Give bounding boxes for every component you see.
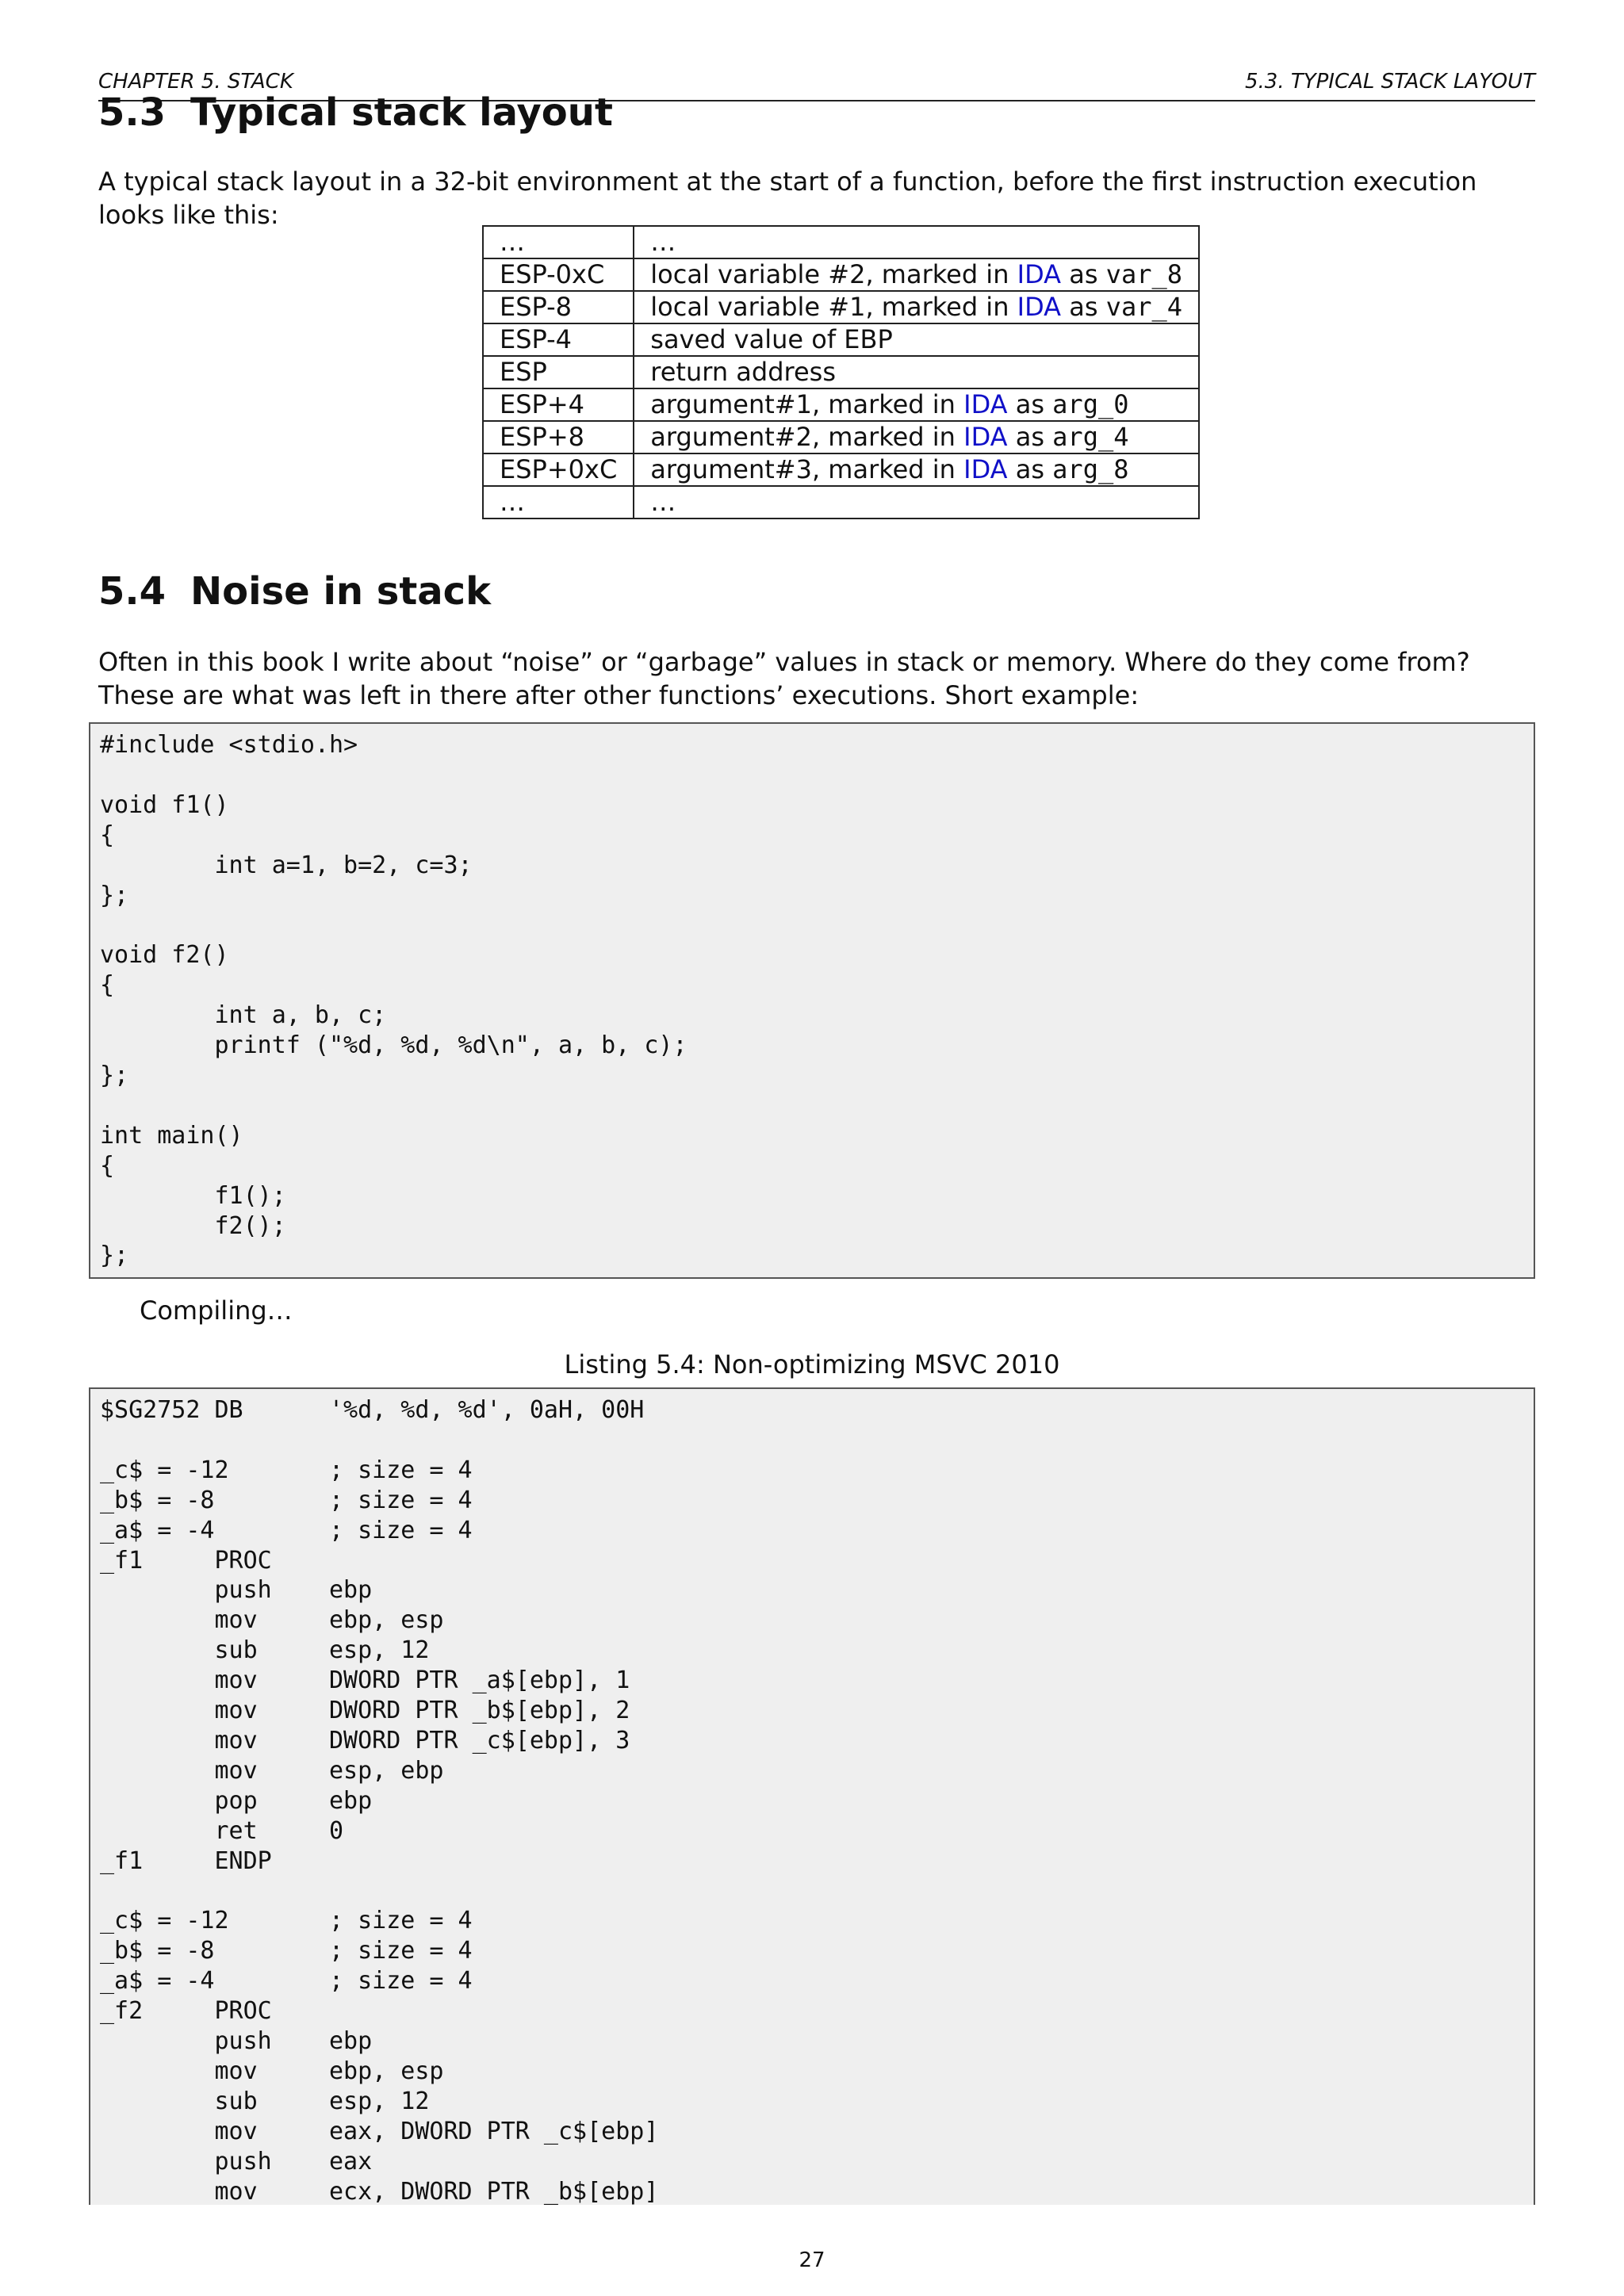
stack-description-cell bbox=[634, 323, 1199, 356]
ida-name: arg_8 bbox=[1052, 454, 1129, 484]
stack-offset-cell: ESP-8 bbox=[483, 291, 634, 323]
stack-layout-intro: A typical stack layout in a 32-bit environment at the start of a function, before the first instruction execution looks like this: bbox=[98, 166, 1477, 230]
section-number: 5.3 bbox=[98, 90, 167, 135]
asm-code-listing: $SG2752 DB '%d, %d, %d', 0aH, 00H _c$ = -12 ; size = 4 _b$ = -8 ; size = 4 _a$ = -4 ; size = 4 _f1 PROC push ebp mov ebp, esp sub esp, 12 mov DWORD PTR _a$[ebp], 1 mov DWORD PTR _b$[ebp], 2 mov DWORD PTR _c$[ebp], 3 mov esp, ebp pop ebp ret 0 _f1 ENDP _c$ = -12 ; size = 4 _b$ = -8 ; size = 4 _a$ = -4 ; size = 4 _f2 PROC push ebp mov ebp, esp sub esp, 12 mov eax, DWORD PTR _c$[ebp] push eax mov ecx, DWORD PTR _b$[ebp] bbox=[89, 1387, 1535, 2205]
stack-offset-cell: ESP+0xC bbox=[483, 453, 634, 486]
description-text: return address bbox=[650, 357, 837, 387]
description-text: as bbox=[1061, 259, 1106, 289]
description-text: argument#3, marked in bbox=[650, 454, 964, 484]
ida-link[interactable]: IDA bbox=[963, 454, 1008, 484]
description-text: as bbox=[1007, 389, 1053, 419]
section-title: Noise in stack bbox=[190, 569, 492, 614]
stack-table-row bbox=[483, 486, 1199, 519]
stack-description-cell bbox=[634, 291, 1199, 323]
stack-table-row bbox=[483, 453, 1199, 486]
stack-layout-table bbox=[482, 225, 1200, 519]
section-5-4-heading bbox=[98, 569, 491, 614]
stack-table-row bbox=[483, 388, 1199, 421]
ida-name: arg_4 bbox=[1052, 422, 1129, 452]
compiling-text: Compiling… bbox=[140, 1295, 293, 1326]
ida-name: var_8 bbox=[1105, 259, 1182, 289]
description-text: as bbox=[1007, 454, 1053, 484]
chapter-header: CHAPTER 5. STACK bbox=[98, 70, 293, 94]
stack-table-row bbox=[483, 291, 1199, 323]
stack-description-cell bbox=[634, 356, 1199, 388]
stack-offset-cell: … bbox=[483, 486, 634, 519]
description-text: local variable #2, marked in bbox=[650, 259, 1017, 289]
description-text: argument#2, marked in bbox=[650, 422, 964, 452]
stack-table-row bbox=[483, 226, 1199, 258]
stack-table-row bbox=[483, 258, 1199, 291]
description-text: local variable #1, marked in bbox=[650, 292, 1017, 322]
stack-table-row bbox=[483, 421, 1199, 453]
stack-description-cell bbox=[634, 258, 1199, 291]
stack-offset-cell: ESP-4 bbox=[483, 323, 634, 356]
stack-table-row bbox=[483, 356, 1199, 388]
stack-description-cell bbox=[634, 486, 1199, 519]
description-text: as bbox=[1007, 422, 1053, 452]
stack-description-cell bbox=[634, 453, 1199, 486]
ida-link[interactable]: IDA bbox=[963, 422, 1008, 452]
section-header: 5.3. TYPICAL STACK LAYOUT bbox=[1244, 70, 1535, 94]
noise-intro: Often in this book I write about “noise” or “garbage” values in stack or memory. Where do they come from? These are what was left in there after other functions’ executions. Short example: bbox=[98, 647, 1470, 710]
stack-offset-cell: ESP+8 bbox=[483, 421, 634, 453]
description-text: as bbox=[1061, 292, 1106, 322]
ida-link[interactable]: IDA bbox=[963, 389, 1008, 419]
description-text: argument#1, marked in bbox=[650, 389, 964, 419]
ida-link[interactable]: IDA bbox=[1017, 259, 1062, 289]
listing-caption: Listing 5.4: Non-optimizing MSVC 2010 bbox=[564, 1349, 1060, 1380]
section-number: 5.4 bbox=[98, 569, 167, 614]
stack-description-cell bbox=[634, 421, 1199, 453]
ida-name: var_4 bbox=[1105, 292, 1182, 322]
page-number: 27 bbox=[799, 2248, 825, 2272]
stack-offset-cell: ESP+4 bbox=[483, 388, 634, 421]
section-5-3-heading bbox=[98, 90, 613, 135]
stack-table-row bbox=[483, 323, 1199, 356]
stack-offset-cell: ESP-0xC bbox=[483, 258, 634, 291]
stack-offset-cell: … bbox=[483, 226, 634, 258]
description-text: saved value of EBP bbox=[650, 324, 893, 354]
c-code-listing: #include <stdio.h> void f1() { int a=1, b=2, c=3; }; void f2() { int a, b, c; printf ("%d, %d, %d\n", a, b, c); }; int main() { f1(); f2(); }; bbox=[89, 722, 1535, 1279]
stack-description-cell bbox=[634, 388, 1199, 421]
section-title: Typical stack layout bbox=[190, 90, 613, 135]
description-text: … bbox=[650, 487, 676, 517]
description-text: … bbox=[650, 227, 676, 257]
stack-description-cell bbox=[634, 226, 1199, 258]
stack-offset-cell: ESP bbox=[483, 356, 634, 388]
ida-name: arg_0 bbox=[1052, 389, 1129, 419]
ida-link[interactable]: IDA bbox=[1017, 292, 1062, 322]
